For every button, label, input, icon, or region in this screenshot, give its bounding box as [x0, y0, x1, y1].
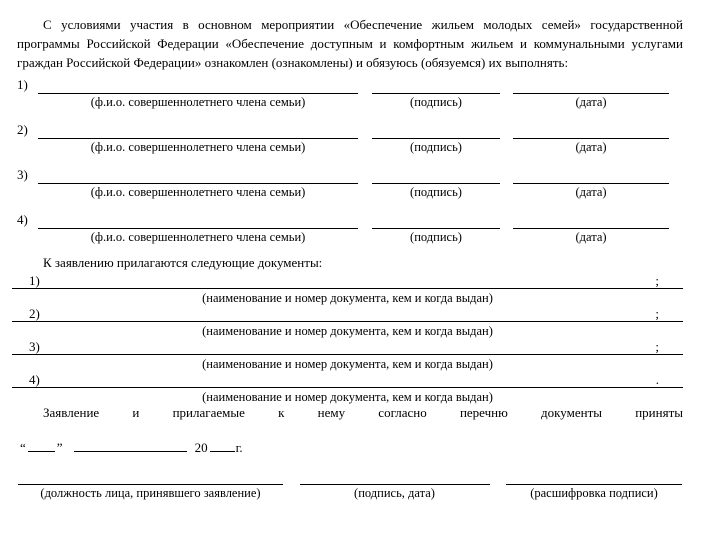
family-member-row — [17, 121, 683, 154]
document-caption: (наименование и номер документа, кем и когда выдан) — [202, 291, 493, 305]
fio-caption: (ф.и.о. совершеннолетнего члена семьи) — [90, 95, 306, 109]
signature-blank-line — [372, 166, 500, 184]
signature-caption: (подпись) — [410, 185, 462, 199]
fio-blank-line — [38, 121, 358, 139]
line-terminator: . — [655, 372, 659, 387]
document-row — [12, 306, 683, 339]
row-number: 3) — [17, 167, 28, 182]
accepted-statement: Заявление и прилагаемые к нему согласно перечню документы приняты — [43, 405, 683, 420]
year-suffix: г. — [235, 440, 243, 455]
signature-caption: (подпись) — [410, 95, 462, 109]
document-blank-line — [12, 273, 683, 289]
date-caption: (дата) — [575, 140, 607, 154]
signature-caption: (подпись) — [410, 140, 462, 154]
date-blank-line — [513, 166, 669, 184]
date-blank-line — [513, 121, 669, 139]
fio-blank-line — [38, 76, 358, 94]
document-row — [12, 372, 683, 405]
family-member-row — [17, 76, 683, 109]
fio-caption: (ф.и.о. совершеннолетнего члена семьи) — [90, 140, 306, 154]
row-number: 1) — [17, 77, 28, 92]
signature-transcript-caption: (расшифровка подписи) — [530, 486, 658, 500]
row-number: 1) — [29, 273, 40, 288]
document-row — [12, 339, 683, 372]
document-row — [12, 273, 683, 306]
year-blank-line — [210, 438, 235, 452]
document-caption: (наименование и номер документа, кем и когда выдан) — [202, 390, 493, 404]
signature-section — [18, 482, 682, 500]
line-terminator: ; — [655, 306, 659, 321]
document-blank-line — [12, 372, 683, 388]
fio-caption: (ф.и.о. совершеннолетнего члена семьи) — [90, 230, 306, 244]
row-number: 3) — [29, 339, 40, 354]
family-member-row — [17, 166, 683, 199]
date-blank-line — [513, 76, 669, 94]
document-caption: (наименование и номер документа, кем и когда выдан) — [202, 357, 493, 371]
signature-caption: (подпись) — [410, 230, 462, 244]
row-number: 4) — [17, 212, 28, 227]
intro-paragraph: С условиями участия в основном мероприятии «Обеспечение жильем молодых семей» государственной программы Российской Федерации «Обеспечение доступным и комфортным жильем и коммунальными услугами граждан Российской Федерации» ознакомлен (ознакомлены) и обязуюсь (обязуемся) их выполнять: — [17, 17, 683, 70]
family-member-row — [17, 211, 683, 244]
official-position-caption: (должность лица, принявшего заявление) — [40, 486, 261, 500]
fio-caption: (ф.и.о. совершеннолетнего члена семьи) — [90, 185, 306, 199]
document-blank-line — [12, 306, 683, 322]
date-caption: (дата) — [575, 95, 607, 109]
open-quote: “ — [20, 440, 26, 455]
date-blank-line — [513, 211, 669, 229]
month-blank-line — [74, 438, 187, 452]
signature-date-caption: (подпись, дата) — [354, 486, 435, 500]
signature-blank-line — [372, 121, 500, 139]
year-prefix: 20 — [194, 440, 208, 455]
fio-blank-line — [38, 166, 358, 184]
signature-blank-line — [372, 76, 500, 94]
document-caption: (наименование и номер документа, кем и когда выдан) — [202, 324, 493, 338]
fio-blank-line — [38, 211, 358, 229]
date-caption: (дата) — [575, 185, 607, 199]
row-number: 2) — [29, 306, 40, 321]
signature-blank-line — [372, 211, 500, 229]
date-caption: (дата) — [575, 230, 607, 244]
documents-heading: К заявлению прилагаются следующие документы: — [43, 255, 323, 270]
row-number: 4) — [29, 372, 40, 387]
close-quote: ” — [56, 440, 63, 455]
row-number: 2) — [17, 122, 28, 137]
acceptance-date-line — [20, 438, 683, 454]
line-terminator: ; — [655, 273, 659, 288]
line-terminator: ; — [655, 339, 659, 354]
document-blank-line — [12, 339, 683, 355]
day-blank-line — [28, 438, 55, 452]
